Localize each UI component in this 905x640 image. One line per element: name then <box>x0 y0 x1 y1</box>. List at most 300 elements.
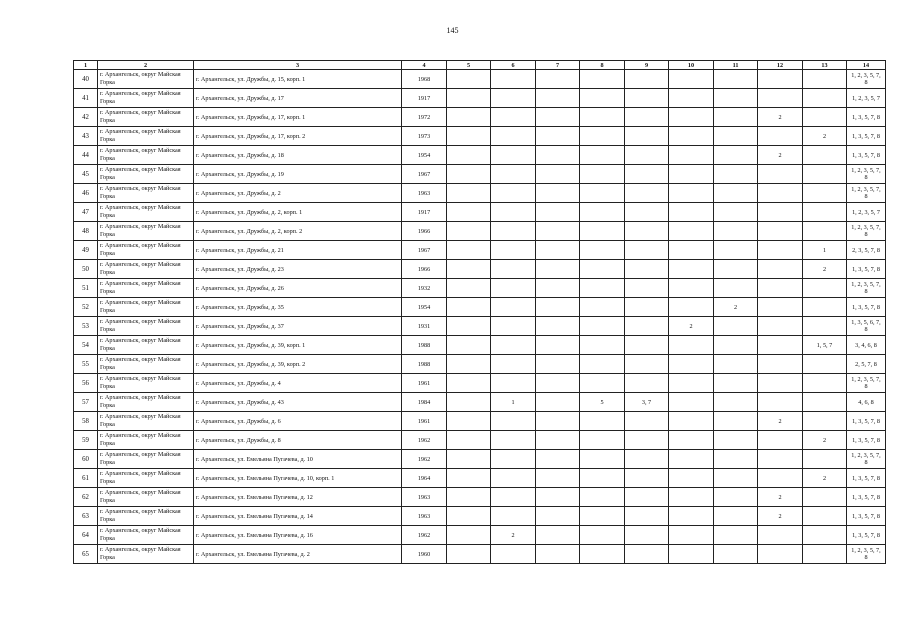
year-cell: 1966 <box>402 260 447 279</box>
cell-col-10 <box>669 108 714 127</box>
cell-col-9 <box>625 450 669 469</box>
cell-col-14: 1, 2, 3, 5, 7 <box>847 89 886 108</box>
row-number-cell: 50 <box>74 260 98 279</box>
cell-col-9 <box>625 260 669 279</box>
cell-col-8 <box>580 355 625 374</box>
row-number-cell: 40 <box>74 70 98 89</box>
cell-col-8 <box>580 184 625 203</box>
cell-col-10 <box>669 374 714 393</box>
cell-col-8 <box>580 450 625 469</box>
cell-col-6 <box>491 222 536 241</box>
table-row <box>74 241 886 260</box>
cell-col-5 <box>447 70 491 89</box>
cell-col-13 <box>803 412 847 431</box>
cell-col-6 <box>491 507 536 526</box>
cell-col-7 <box>536 279 580 298</box>
cell-col-13 <box>803 355 847 374</box>
cell-col-10 <box>669 127 714 146</box>
year-cell: 1962 <box>402 526 447 545</box>
table-row <box>74 336 886 355</box>
cell-col-8 <box>580 127 625 146</box>
cell-col-11 <box>714 260 758 279</box>
cell-col-5 <box>447 374 491 393</box>
cell-col-8 <box>580 507 625 526</box>
cell-col-9 <box>625 203 669 222</box>
column-header-3: 3 <box>194 61 402 70</box>
cell-col-13: 2 <box>803 431 847 450</box>
cell-col-10 <box>669 412 714 431</box>
cell-col-9 <box>625 526 669 545</box>
row-number-cell: 59 <box>74 431 98 450</box>
district-cell: г. Архангельск, округ Майская Горка <box>98 108 194 127</box>
column-header-11: 11 <box>714 61 758 70</box>
year-cell: 1967 <box>402 165 447 184</box>
cell-col-13 <box>803 488 847 507</box>
address-cell: г. Архангельск, ул. Дружбы, д. 17 <box>194 89 402 108</box>
cell-col-6 <box>491 241 536 260</box>
row-number-cell: 56 <box>74 374 98 393</box>
table-row <box>74 108 886 127</box>
district-cell: г. Архангельск, округ Майская Горка <box>98 412 194 431</box>
cell-col-9 <box>625 317 669 336</box>
table-row <box>74 507 886 526</box>
cell-col-12 <box>758 165 803 184</box>
district-cell: г. Архангельск, округ Майская Горка <box>98 70 194 89</box>
cell-col-7 <box>536 488 580 507</box>
cell-col-12 <box>758 241 803 260</box>
cell-col-11 <box>714 146 758 165</box>
row-number-cell: 57 <box>74 393 98 412</box>
cell-col-12 <box>758 70 803 89</box>
cell-col-6: 1 <box>491 393 536 412</box>
cell-col-14: 1, 3, 5, 7, 8 <box>847 260 886 279</box>
cell-col-7 <box>536 317 580 336</box>
cell-col-14: 1, 2, 3, 5, 7, 8 <box>847 184 886 203</box>
cell-col-10 <box>669 469 714 488</box>
district-cell: г. Архангельск, округ Майская Горка <box>98 222 194 241</box>
cell-col-12 <box>758 89 803 108</box>
cell-col-5 <box>447 526 491 545</box>
cell-col-7 <box>536 393 580 412</box>
cell-col-11 <box>714 469 758 488</box>
cell-col-8 <box>580 279 625 298</box>
cell-col-9 <box>625 184 669 203</box>
district-cell: г. Архангельск, округ Майская Горка <box>98 526 194 545</box>
table-row <box>74 374 886 393</box>
table-row <box>74 260 886 279</box>
cell-col-6: 2 <box>491 526 536 545</box>
cell-col-13: 1, 5, 7 <box>803 336 847 355</box>
address-cell: г. Архангельск, ул. Дружбы, д. 17, корп. 1 <box>194 108 402 127</box>
cell-col-12: 2 <box>758 412 803 431</box>
row-number-cell: 52 <box>74 298 98 317</box>
cell-col-8: 5 <box>580 393 625 412</box>
cell-col-9 <box>625 127 669 146</box>
cell-col-14: 4, 6, 8 <box>847 393 886 412</box>
cell-col-10 <box>669 222 714 241</box>
district-cell: г. Архангельск, округ Майская Горка <box>98 184 194 203</box>
district-cell: г. Архангельск, округ Майская Горка <box>98 469 194 488</box>
cell-col-6 <box>491 89 536 108</box>
cell-col-9 <box>625 165 669 184</box>
cell-col-11 <box>714 545 758 564</box>
district-cell: г. Архангельск, округ Майская Горка <box>98 355 194 374</box>
address-cell: г. Архангельск, ул. Дружбы, д. 2, корп. 1 <box>194 203 402 222</box>
cell-col-12: 2 <box>758 146 803 165</box>
cell-col-14: 1, 2, 3, 5, 7, 8 <box>847 374 886 393</box>
cell-col-12 <box>758 298 803 317</box>
address-cell: г. Архангельск, ул. Дружбы, д. 19 <box>194 165 402 184</box>
table-row <box>74 412 886 431</box>
table-row <box>74 146 886 165</box>
cell-col-6 <box>491 450 536 469</box>
cell-col-10 <box>669 431 714 450</box>
table-row <box>74 279 886 298</box>
cell-col-13: 2 <box>803 127 847 146</box>
cell-col-8 <box>580 108 625 127</box>
column-header-13: 13 <box>803 61 847 70</box>
column-header-5: 5 <box>447 61 491 70</box>
cell-col-5 <box>447 488 491 507</box>
year-cell: 1963 <box>402 184 447 203</box>
cell-col-10 <box>669 393 714 412</box>
cell-col-8 <box>580 146 625 165</box>
cell-col-5 <box>447 507 491 526</box>
cell-col-7 <box>536 203 580 222</box>
cell-col-10: 2 <box>669 317 714 336</box>
column-header-12: 12 <box>758 61 803 70</box>
cell-col-14: 1, 3, 5, 6, 7, 8 <box>847 317 886 336</box>
cell-col-5 <box>447 184 491 203</box>
cell-col-14: 1, 2, 3, 5, 7, 8 <box>847 450 886 469</box>
cell-col-13 <box>803 70 847 89</box>
cell-col-13 <box>803 545 847 564</box>
table-row <box>74 222 886 241</box>
cell-col-12 <box>758 260 803 279</box>
cell-col-7 <box>536 241 580 260</box>
cell-col-6 <box>491 279 536 298</box>
cell-col-8 <box>580 336 625 355</box>
cell-col-5 <box>447 317 491 336</box>
address-cell: г. Архангельск, ул. Дружбы, д. 2, корп. 2 <box>194 222 402 241</box>
column-header-10: 10 <box>669 61 714 70</box>
cell-col-13 <box>803 184 847 203</box>
cell-col-13 <box>803 203 847 222</box>
cell-col-10 <box>669 488 714 507</box>
table-row <box>74 70 886 89</box>
cell-col-5 <box>447 298 491 317</box>
cell-col-10 <box>669 260 714 279</box>
table-row <box>74 526 886 545</box>
cell-col-9: 3, 7 <box>625 393 669 412</box>
year-cell: 1984 <box>402 393 447 412</box>
cell-col-13 <box>803 450 847 469</box>
cell-col-12: 2 <box>758 507 803 526</box>
address-cell: г. Архангельск, ул. Емельяна Пугачева, д. 12 <box>194 488 402 507</box>
cell-col-14: 1, 2, 3, 5, 7, 8 <box>847 279 886 298</box>
cell-col-10 <box>669 165 714 184</box>
row-number-cell: 43 <box>74 127 98 146</box>
district-cell: г. Архангельск, округ Майская Горка <box>98 260 194 279</box>
cell-col-12 <box>758 431 803 450</box>
cell-col-11 <box>714 70 758 89</box>
cell-col-13 <box>803 146 847 165</box>
cell-col-7 <box>536 336 580 355</box>
cell-col-5 <box>447 412 491 431</box>
year-cell: 1917 <box>402 203 447 222</box>
cell-col-6 <box>491 108 536 127</box>
cell-col-8 <box>580 165 625 184</box>
cell-col-14: 1, 3, 5, 7, 8 <box>847 507 886 526</box>
table-row <box>74 298 886 317</box>
cell-col-11 <box>714 450 758 469</box>
cell-col-6 <box>491 545 536 564</box>
table-row <box>74 203 886 222</box>
table-row <box>74 165 886 184</box>
cell-col-11 <box>714 336 758 355</box>
cell-col-13 <box>803 507 847 526</box>
cell-col-13 <box>803 222 847 241</box>
cell-col-6 <box>491 184 536 203</box>
cell-col-9 <box>625 545 669 564</box>
year-cell: 1954 <box>402 298 447 317</box>
cell-col-13: 1 <box>803 241 847 260</box>
cell-col-10 <box>669 279 714 298</box>
cell-col-6 <box>491 127 536 146</box>
table-row <box>74 184 886 203</box>
cell-col-10 <box>669 298 714 317</box>
column-header-6: 6 <box>491 61 536 70</box>
cell-col-6 <box>491 336 536 355</box>
cell-col-13 <box>803 165 847 184</box>
cell-col-8 <box>580 469 625 488</box>
cell-col-7 <box>536 374 580 393</box>
cell-col-14: 1, 2, 3, 5, 7, 8 <box>847 545 886 564</box>
cell-col-12 <box>758 526 803 545</box>
district-cell: г. Архангельск, округ Майская Горка <box>98 507 194 526</box>
cell-col-14: 1, 3, 5, 7, 8 <box>847 526 886 545</box>
cell-col-6 <box>491 488 536 507</box>
year-cell: 1963 <box>402 488 447 507</box>
cell-col-12 <box>758 317 803 336</box>
cell-col-14: 1, 3, 5, 7, 8 <box>847 412 886 431</box>
address-cell: г. Архангельск, ул. Емельяна Пугачева, д. 2 <box>194 545 402 564</box>
cell-col-9 <box>625 507 669 526</box>
cell-col-7 <box>536 165 580 184</box>
column-header-8: 8 <box>580 61 625 70</box>
cell-col-13 <box>803 108 847 127</box>
column-header-2: 2 <box>98 61 194 70</box>
district-cell: г. Архангельск, округ Майская Горка <box>98 279 194 298</box>
row-number-cell: 58 <box>74 412 98 431</box>
cell-col-7 <box>536 89 580 108</box>
year-cell: 1932 <box>402 279 447 298</box>
cell-col-10 <box>669 241 714 260</box>
row-number-cell: 64 <box>74 526 98 545</box>
cell-col-11 <box>714 203 758 222</box>
row-number-cell: 51 <box>74 279 98 298</box>
cell-col-13 <box>803 393 847 412</box>
district-cell: г. Архангельск, округ Майская Горка <box>98 146 194 165</box>
cell-col-14: 1, 3, 5, 7, 8 <box>847 146 886 165</box>
address-cell: г. Архангельск, ул. Емельяна Пугачева, д. 16 <box>194 526 402 545</box>
address-cell: г. Архангельск, ул. Дружбы, д. 4 <box>194 374 402 393</box>
cell-col-10 <box>669 526 714 545</box>
cell-col-10 <box>669 89 714 108</box>
cell-col-9 <box>625 431 669 450</box>
row-number-cell: 41 <box>74 89 98 108</box>
cell-col-7 <box>536 184 580 203</box>
cell-col-10 <box>669 336 714 355</box>
table-row <box>74 431 886 450</box>
cell-col-13: 2 <box>803 260 847 279</box>
year-cell: 1988 <box>402 336 447 355</box>
cell-col-8 <box>580 431 625 450</box>
address-cell: г. Архангельск, ул. Емельяна Пугачева, д. 10, корп. 1 <box>194 469 402 488</box>
year-cell: 1931 <box>402 317 447 336</box>
cell-col-5 <box>447 279 491 298</box>
cell-col-6 <box>491 298 536 317</box>
cell-col-8 <box>580 488 625 507</box>
address-cell: г. Архангельск, ул. Дружбы, д. 21 <box>194 241 402 260</box>
cell-col-6 <box>491 165 536 184</box>
cell-col-6 <box>491 469 536 488</box>
row-number-cell: 55 <box>74 355 98 374</box>
cell-col-7 <box>536 146 580 165</box>
table-row <box>74 488 886 507</box>
address-cell: г. Архангельск, ул. Дружбы, д. 26 <box>194 279 402 298</box>
year-cell: 1960 <box>402 545 447 564</box>
cell-col-7 <box>536 526 580 545</box>
row-number-cell: 53 <box>74 317 98 336</box>
cell-col-8 <box>580 89 625 108</box>
cell-col-5 <box>447 108 491 127</box>
cell-col-9 <box>625 108 669 127</box>
district-cell: г. Архангельск, округ Майская Горка <box>98 165 194 184</box>
district-cell: г. Архангельск, округ Майская Горка <box>98 393 194 412</box>
district-cell: г. Архангельск, округ Майская Горка <box>98 241 194 260</box>
cell-col-11 <box>714 488 758 507</box>
cell-col-9 <box>625 70 669 89</box>
cell-col-9 <box>625 298 669 317</box>
cell-col-8 <box>580 545 625 564</box>
cell-col-14: 1, 2, 3, 5, 7 <box>847 203 886 222</box>
cell-col-5 <box>447 241 491 260</box>
cell-col-14: 1, 3, 5, 7, 8 <box>847 298 886 317</box>
year-cell: 1954 <box>402 146 447 165</box>
cell-col-11 <box>714 374 758 393</box>
cell-col-5 <box>447 393 491 412</box>
table-row <box>74 355 886 374</box>
cell-col-7 <box>536 222 580 241</box>
cell-col-7 <box>536 70 580 89</box>
table-row <box>74 317 886 336</box>
cell-col-12 <box>758 184 803 203</box>
cell-col-14: 1, 2, 3, 5, 7, 8 <box>847 70 886 89</box>
cell-col-11 <box>714 393 758 412</box>
cell-col-11 <box>714 431 758 450</box>
cell-col-10 <box>669 146 714 165</box>
cell-col-8 <box>580 241 625 260</box>
cell-col-10 <box>669 450 714 469</box>
cell-col-11 <box>714 165 758 184</box>
cell-col-5 <box>447 203 491 222</box>
cell-col-11 <box>714 279 758 298</box>
year-cell: 1963 <box>402 507 447 526</box>
cell-col-5 <box>447 260 491 279</box>
year-cell: 1972 <box>402 108 447 127</box>
address-cell: г. Архангельск, ул. Дружбы, д. 35 <box>194 298 402 317</box>
cell-col-8 <box>580 70 625 89</box>
cell-col-6 <box>491 260 536 279</box>
cell-col-10 <box>669 355 714 374</box>
cell-col-5 <box>447 222 491 241</box>
year-cell: 1964 <box>402 469 447 488</box>
cell-col-5 <box>447 431 491 450</box>
district-cell: г. Архангельск, округ Майская Горка <box>98 450 194 469</box>
cell-col-9 <box>625 336 669 355</box>
cell-col-12: 2 <box>758 108 803 127</box>
address-cell: г. Архангельск, ул. Дружбы, д. 15, корп. 1 <box>194 70 402 89</box>
row-number-cell: 61 <box>74 469 98 488</box>
row-number-cell: 47 <box>74 203 98 222</box>
housing-table <box>73 60 886 564</box>
cell-col-9 <box>625 374 669 393</box>
cell-col-5 <box>447 450 491 469</box>
address-cell: г. Архангельск, ул. Дружбы, д. 6 <box>194 412 402 431</box>
cell-col-12 <box>758 127 803 146</box>
cell-col-8 <box>580 298 625 317</box>
cell-col-7 <box>536 545 580 564</box>
address-cell: г. Архангельск, ул. Дружбы, д. 39, корп. 2 <box>194 355 402 374</box>
cell-col-12 <box>758 222 803 241</box>
cell-col-12: 2 <box>758 488 803 507</box>
table-body <box>74 70 886 564</box>
cell-col-5 <box>447 89 491 108</box>
year-cell: 1962 <box>402 431 447 450</box>
cell-col-6 <box>491 317 536 336</box>
year-cell: 1962 <box>402 450 447 469</box>
cell-col-12 <box>758 450 803 469</box>
cell-col-12 <box>758 469 803 488</box>
cell-col-11 <box>714 89 758 108</box>
cell-col-11 <box>714 127 758 146</box>
cell-col-13 <box>803 298 847 317</box>
cell-col-8 <box>580 260 625 279</box>
year-cell: 1973 <box>402 127 447 146</box>
address-cell: г. Архангельск, ул. Дружбы, д. 8 <box>194 431 402 450</box>
table-row <box>74 127 886 146</box>
cell-col-11 <box>714 317 758 336</box>
year-cell: 1967 <box>402 241 447 260</box>
cell-col-7 <box>536 450 580 469</box>
cell-col-13 <box>803 317 847 336</box>
cell-col-11 <box>714 526 758 545</box>
cell-col-14: 2, 3, 5, 7, 8 <box>847 241 886 260</box>
row-number-cell: 48 <box>74 222 98 241</box>
cell-col-10 <box>669 203 714 222</box>
cell-col-5 <box>447 545 491 564</box>
address-cell: г. Архангельск, ул. Дружбы, д. 2 <box>194 184 402 203</box>
cell-col-8 <box>580 526 625 545</box>
district-cell: г. Архангельск, округ Майская Горка <box>98 488 194 507</box>
cell-col-9 <box>625 469 669 488</box>
district-cell: г. Архангельск, округ Майская Горка <box>98 298 194 317</box>
cell-col-12 <box>758 393 803 412</box>
cell-col-14: 1, 2, 3, 5, 7, 8 <box>847 222 886 241</box>
cell-col-9 <box>625 89 669 108</box>
cell-col-12 <box>758 545 803 564</box>
